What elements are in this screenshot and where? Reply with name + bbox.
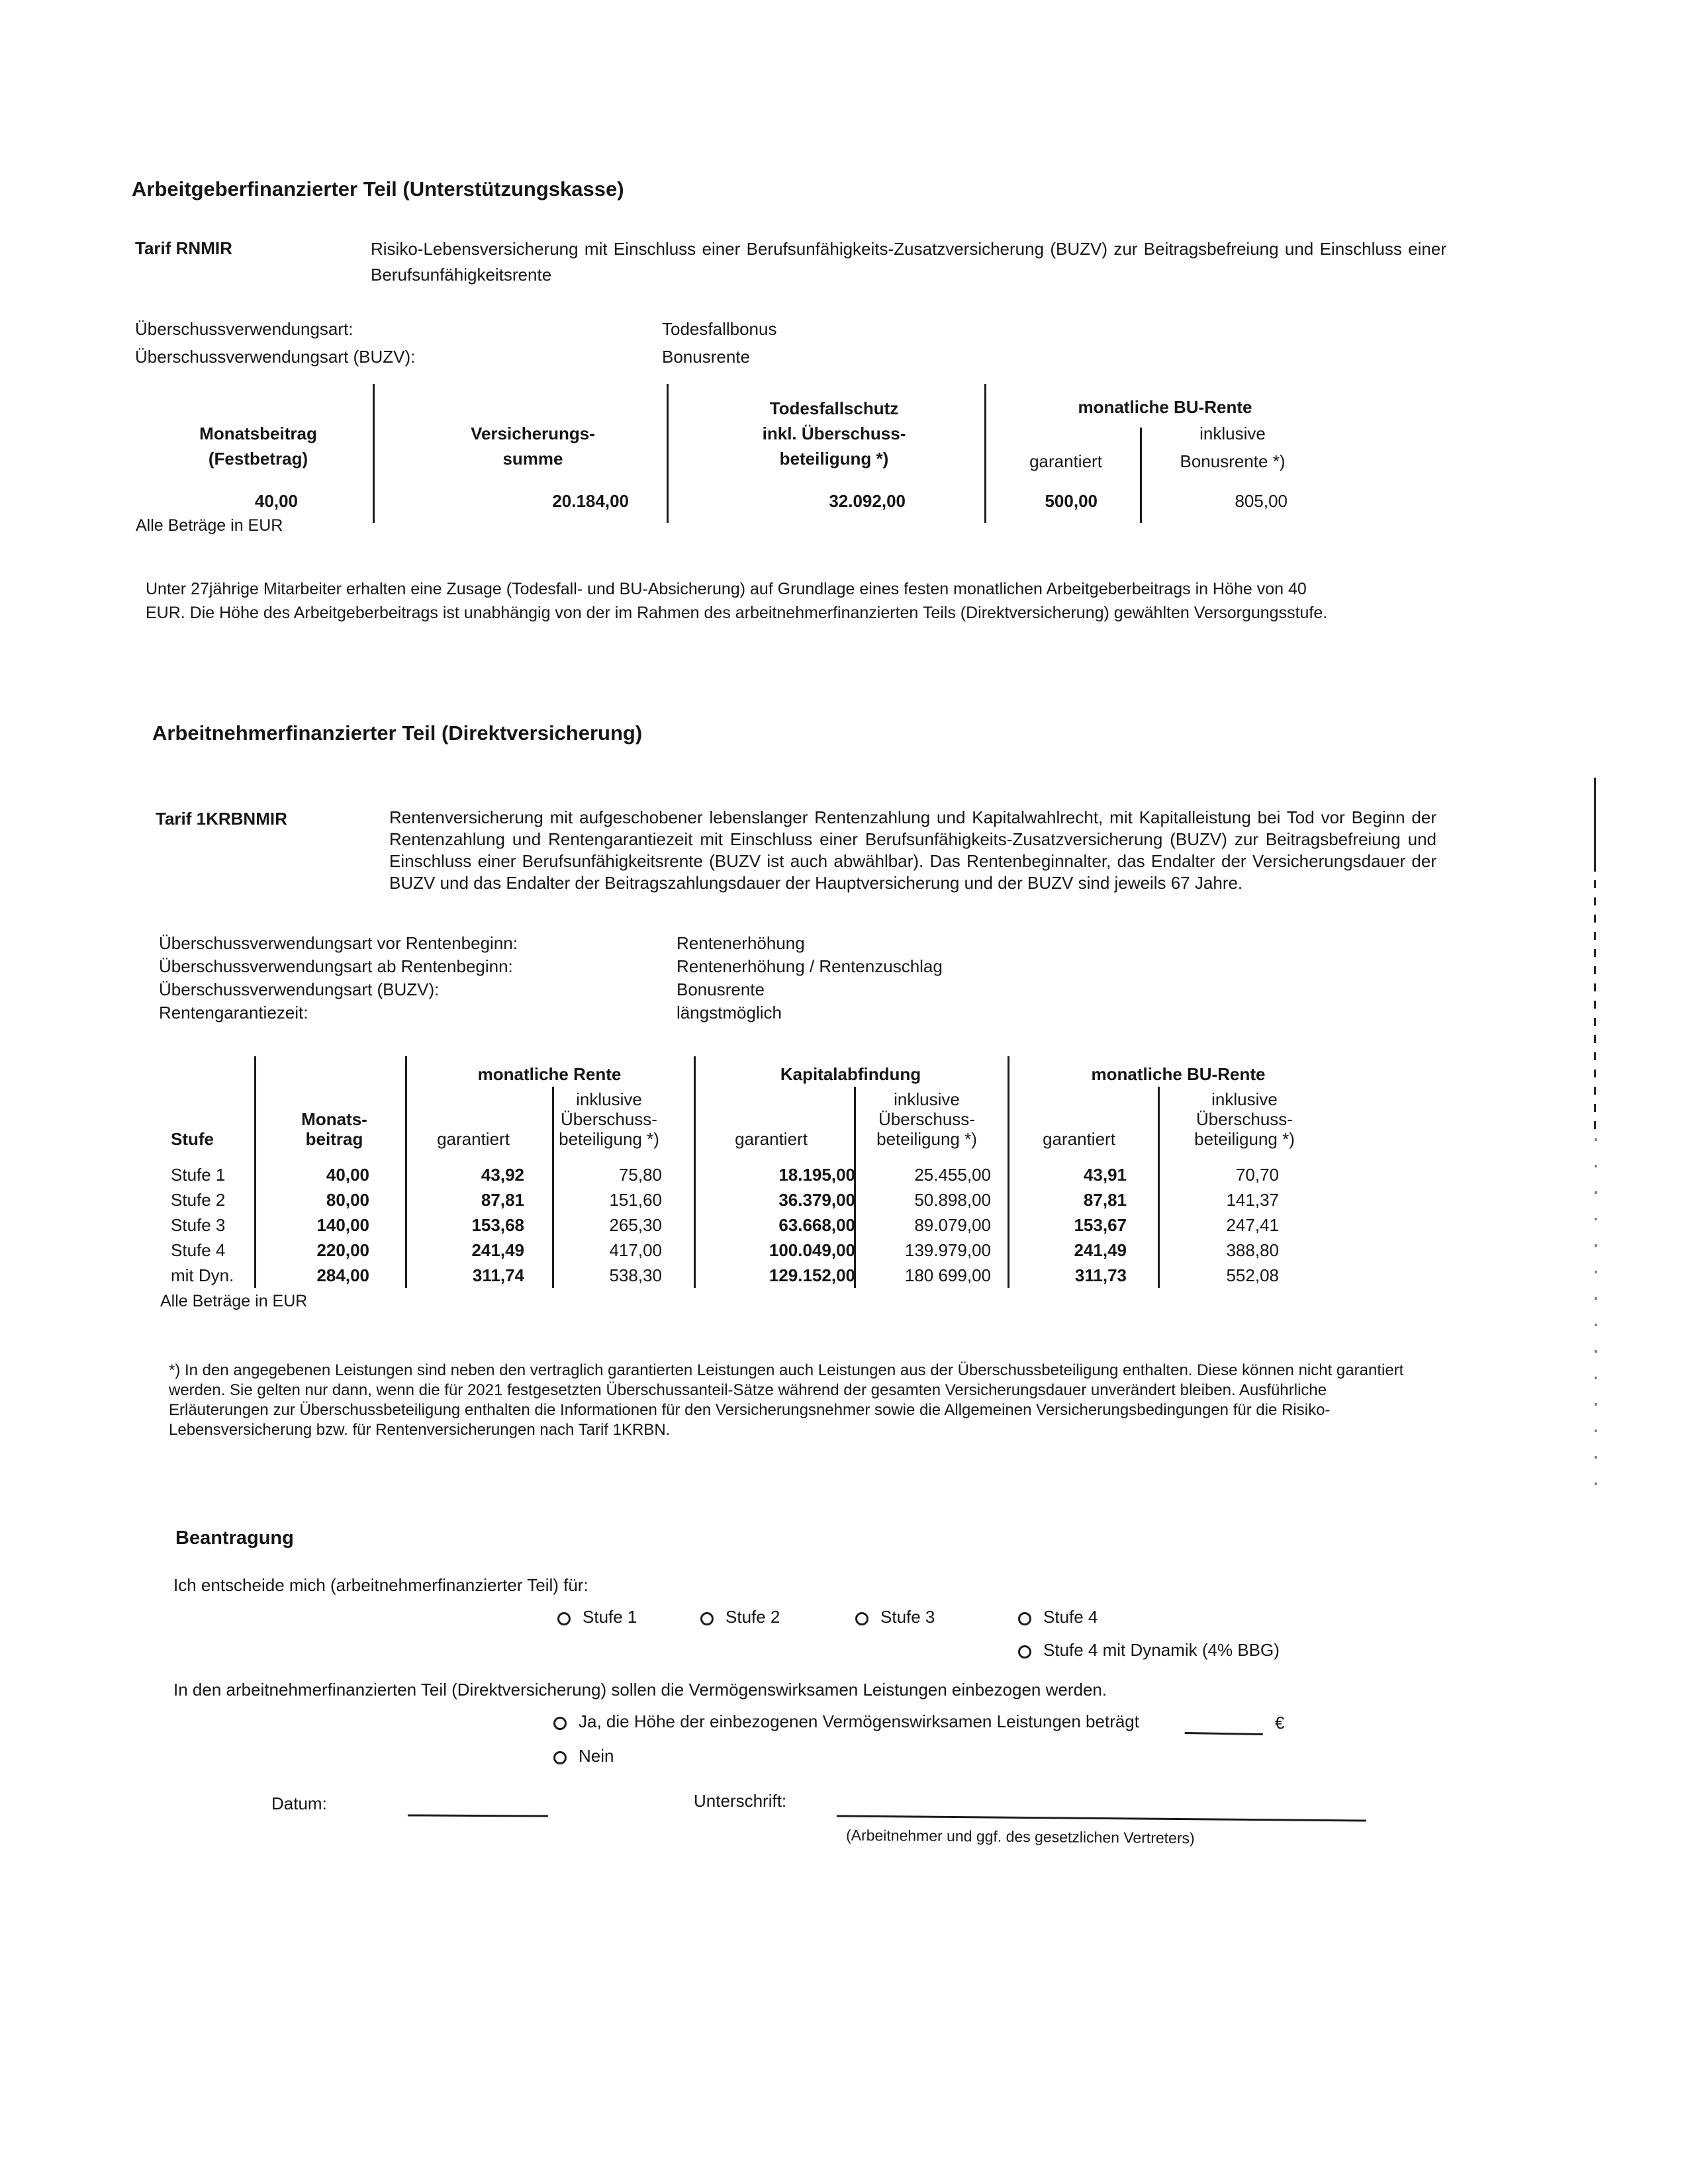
cell-versicherungssumme: 20.184,00 [552,491,629,511]
versicherungssumme-header: summe [502,449,563,469]
radio-stufe-4-dynamik[interactable] [1018,1645,1031,1659]
surplus-pre-value: Rentenerhöhung [677,933,805,953]
kapital-garantiert-header: garantiert [735,1129,808,1149]
cell-kapital-garantiert: 63.668,00 [778,1215,855,1235]
surplus-buzv-value: Bonusrente [677,979,765,999]
surplus-usage-label: Überschussverwendungsart: [135,319,353,339]
bonusrente-header: Bonusrente *) [1180,451,1286,471]
rente-group-header: monatliche Rente [477,1064,622,1084]
tarif-1krbnmir-description: Rentenversicherung mit aufgeschobener lebenslanger Rentenzahlung und Kapitalwahlrecht, mit Kapitalleistung bei Tod vor Beginn der Rentenzahlung und Rentengarantiezeit mit Einschluss einer Berufsunfähigkeits-Zusatzversicherung (BUZV) zur Beitragsbefreiung und Einschluss einer Berufsunfähigkeitsrente (BUZV ist auch abwählbar). Das Rentenbeginnalter, das Endalter der Versicherungsdauer der BUZV und das Endalter der Beitragszahlungsdauer der Hauptversicherung und der BUZV sind jeweils 67 Jahre. [389,807,1436,893]
surplus-usage-value: Todesfallbonus [662,319,777,339]
surplus-post-label: Überschussverwendungsart ab Rentenbeginn: [159,956,513,976]
surplus-buzv-label: Überschussverwendungsart (BUZV): [159,979,440,999]
cell-stufe: Stufe 2 [171,1190,226,1210]
section2-title: Arbeitnehmerfinanzierter Teil (Direktversicherung) [152,721,643,745]
cell-kapital-garantiert: 36.379,00 [778,1190,855,1210]
cell-bu-inklusive: 388,80 [1226,1240,1279,1260]
surplus-usage-buzv-value: Bonusrente [662,347,750,367]
cell-bu-garantiert: 311,73 [1074,1265,1127,1285]
cell-rente-inklusive: 265,30 [609,1215,662,1235]
cell-rente-garantiert: 241,49 [471,1240,524,1260]
table2-currency-note: Alle Beträge in EUR [160,1292,308,1310]
rente-garantiert-header: garantiert [437,1129,510,1149]
bu-inklusive-header: Überschuss- [1196,1109,1293,1129]
column-divider [254,1056,256,1288]
rente-inklusive-header: inklusive [576,1089,642,1109]
cell-kapital-inklusive: 139.979,00 [904,1240,991,1260]
bu-inklusive-header: beteiligung *) [1194,1129,1295,1149]
vl-statement: In den arbeitnehmerfinanzierten Teil (Direktversicherung) sollen die Vermögenswirksamen Leistungen einbezogen werden. [173,1680,1107,1700]
cell-rente-garantiert: 311,74 [472,1265,524,1285]
cell-bu-inklusive: 552,08 [1226,1265,1279,1285]
cell-rente-inklusive: 538,30 [609,1265,662,1285]
scan-artifact-line [1594,778,1596,872]
section1-title: Arbeitgeberfinanzierter Teil (Unterstützungskasse) [132,177,624,201]
rente-inklusive-header: Überschuss- [561,1109,657,1129]
application-title: Beantragung [175,1527,294,1549]
bu-garantiert-header: garantiert [1043,1129,1115,1149]
radio-stufe-2-label: Stufe 2 [726,1607,780,1627]
euro-sign: € [1275,1713,1285,1733]
radio-stufe-4-label: Stufe 4 [1043,1607,1098,1627]
radio-vl-yes[interactable] [553,1717,567,1730]
signature-note: (Arbeitnehmer und ggf. des gesetzlichen Vertreters) [845,1826,1195,1847]
cell-kapital-inklusive: 25.455,00 [914,1165,991,1185]
cell-bu-inklusive: 805,00 [1235,491,1288,511]
radio-vl-yes-label: Ja, die Höhe der einbezogenen Vermögenswirksamen Leistungen beträgt [579,1711,1139,1731]
tarif-1krbnmir-label: Tarif 1KRBNMIR [156,809,287,829]
kapital-inklusive-header: Überschuss- [878,1109,975,1129]
cell-rente-garantiert: 43,92 [481,1165,524,1185]
versicherungssumme-header: Versicherungs- [471,424,595,443]
cell-bu-inklusive: 70,70 [1235,1165,1279,1185]
cell-kapital-garantiert: 18.195,00 [778,1165,855,1185]
cell-kapital-garantiert: 129.152,00 [769,1265,855,1285]
stufe-header: Stufe [171,1129,214,1149]
cell-rente-inklusive: 151,60 [609,1190,662,1210]
cell-bu-inklusive: 247,41 [1226,1215,1279,1235]
cell-bu-inklusive: 141,37 [1226,1190,1279,1210]
cell-beitrag: 40,00 [326,1165,369,1185]
scan-artifact-line [1595,1138,1597,1496]
monatsbeitrag-header: Monats- [301,1109,367,1129]
tarif-rnmir-description: Risiko-Lebensversicherung mit Einschluss einer Berufsunfähigkeits-Zusatzversicherung (BUZV) zur Beitragsbefreiung und Einschluss einer Berufsunfähigkeitsrente [371,239,1446,285]
cell-stufe: Stufe 1 [171,1165,226,1185]
cell-beitrag: 220,00 [316,1240,369,1260]
monatsbeitrag-header: Monatsbeitrag [199,424,317,443]
cell-todesfallschutz: 32.092,00 [829,491,906,511]
bonusrente-header: inklusive [1199,424,1266,443]
cell-stufe: Stufe 4 [171,1240,226,1260]
cell-bu-garantiert: 43,91 [1083,1165,1127,1185]
cell-stufe: Stufe 3 [171,1215,226,1235]
bu-rente-group-header: monatliche BU-Rente [1091,1064,1266,1084]
cell-stufe: mit Dyn. [171,1265,234,1285]
radio-vl-no-label: Nein [579,1746,614,1766]
kapital-inklusive-header: inklusive [894,1089,960,1109]
bu-rente-group-header: monatliche BU-Rente [1078,397,1252,417]
radio-stufe-3-label: Stufe 3 [880,1607,935,1627]
bu-inklusive-header: inklusive [1211,1089,1278,1109]
rentengarantiezeit-label: Rentengarantiezeit: [159,1003,308,1023]
cell-rente-garantiert: 87,81 [481,1190,524,1210]
column-divider [373,384,375,523]
radio-stufe-4-dynamik-label: Stufe 4 mit Dynamik (4% BBG) [1043,1640,1280,1660]
cell-bu-garantiert: 500,00 [1045,491,1098,511]
surplus-post-value: Rentenerhöhung / Rentenzuschlag [677,956,943,976]
monatsbeitrag-header: beitrag [305,1129,363,1149]
cell-beitrag: 284,00 [316,1265,369,1285]
kapital-inklusive-header: beteiligung *) [876,1129,977,1149]
column-divider [405,1056,407,1288]
cell-bu-garantiert: 87,81 [1083,1190,1127,1210]
signature-label: Unterschrift: [694,1791,787,1811]
surplus-pre-label: Überschussverwendungsart vor Rentenbeginn: [159,933,518,953]
cell-kapital-inklusive: 50.898,00 [914,1190,991,1210]
section1-note: Unter 27jährige Mitarbeiter erhalten eine Zusage (Todesfall- und BU-Absicherung) auf Grundlage eines festen monatlichen Arbeitgeberbeitrags in Höhe von 40 EUR. Die Höhe des Arbeitgeberbeitrags ist unabhängig von der im Rahmen des arbeitnehmerfinanzierten Teils (Direktversicherung) gewählten Versorgungsstufe. [146,580,1328,622]
tarif-rnmir-label: Tarif RNMIR [135,238,232,258]
application-intro: Ich entscheide mich (arbeitnehmerfinanzierter Teil) für: [173,1575,588,1595]
scan-artifact-line [1594,880,1596,1132]
radio-stufe-3[interactable] [855,1612,868,1625]
cell-bu-garantiert: 153,67 [1074,1215,1127,1235]
vl-amount-field[interactable] [1185,1713,1264,1735]
cell-kapital-garantiert: 100.049,00 [769,1240,855,1260]
monatsbeitrag-header: (Festbetrag) [208,449,308,469]
todesfallschutz-header: beteiligung *) [779,449,889,469]
cell-rente-garantiert: 153,68 [471,1215,524,1235]
column-divider [667,384,669,523]
kapitalabfindung-group-header: Kapitalabfindung [780,1064,921,1084]
radio-stufe-2[interactable] [700,1612,714,1625]
surplus-footnote: *) In den angegebenen Leistungen sind neben den vertraglich garantierten Leistungen auch Leistungen aus der Überschussbeteiligung enthalten. Diese können nicht garantiert werden. Sie gelten nur dann, wenn die für 2021 festgesetzten Überschussanteil-Sätze während der gesamten Versicherungsdauer unverändert bleiben. Ausführliche Erläuterungen zur Überschussbeteiligung enthalten die Informationen für den Versicherungsnehmer sowie die Allgemeinen Versicherungsbedingungen für die Risiko-Lebensversicherung bzw. für Rentenversicherungen nach Tarif 1KRBN. [169,1361,1404,1439]
radio-stufe-4[interactable] [1018,1612,1031,1625]
radio-stufe-1[interactable] [557,1612,571,1625]
todesfallschutz-header: inkl. Überschuss- [762,424,906,443]
cell-beitrag: 80,00 [326,1190,369,1210]
radio-stufe-1-label: Stufe 1 [583,1607,637,1627]
signature-field[interactable] [837,1794,1366,1822]
date-field[interactable] [408,1794,548,1817]
cell-rente-inklusive: 417,00 [609,1240,662,1260]
table1-currency-note: Alle Beträge in EUR [136,516,283,535]
cell-kapital-inklusive: 89.079,00 [914,1215,991,1235]
date-label: Datum: [271,1794,327,1813]
rente-inklusive-header: beteiligung *) [559,1129,659,1149]
cell-rente-inklusive: 75,80 [618,1165,662,1185]
garantiert-header: garantiert [1029,451,1102,471]
todesfallschutz-header: Todesfallschutz [769,398,899,418]
surplus-usage-buzv-label: Überschussverwendungsart (BUZV): [135,347,416,367]
cell-bu-garantiert: 241,49 [1074,1240,1127,1260]
cell-beitrag: 140,00 [316,1215,369,1235]
cell-monatsbeitrag: 40,00 [254,491,298,511]
radio-vl-no[interactable] [553,1751,567,1764]
rentengarantiezeit-value: längstmöglich [677,1003,782,1023]
cell-kapital-inklusive: 180 699,00 [904,1265,991,1285]
